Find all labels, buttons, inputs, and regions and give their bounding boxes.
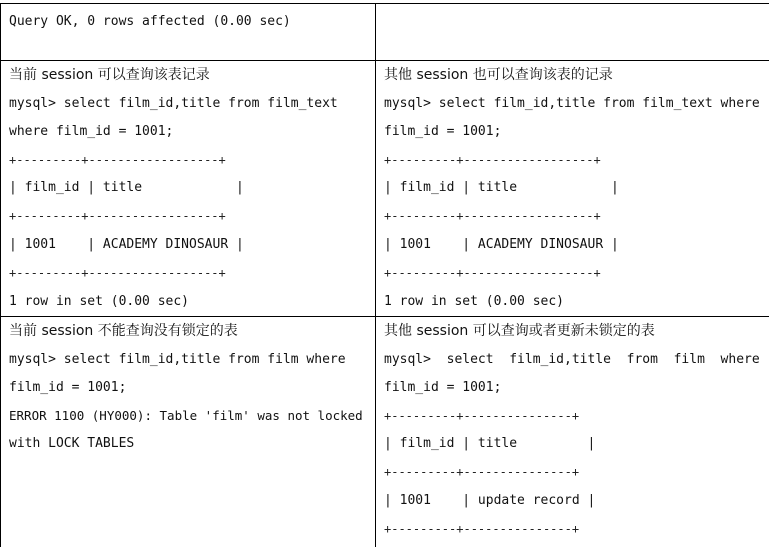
result-table-border: +---------+---------------+ xyxy=(384,409,580,423)
result-table-header: | film_id | title | xyxy=(384,436,596,451)
row-count-line: 1 row in set (0.00 sec) xyxy=(9,294,190,309)
cell-heading: 当前 session 可以查询该表记录 xyxy=(9,67,210,83)
result-cell-left xyxy=(0,3,376,60)
cell-heading: 其他 session 也可以查询该表的记录 xyxy=(384,67,613,83)
sql-statement-line: film_id = 1001; xyxy=(384,380,502,395)
result-table-row: | 1001 | update record | xyxy=(384,493,596,508)
error-message-line: with LOCK TABLES xyxy=(9,436,135,451)
result-table-row: | 1001 | ACADEMY DINOSAUR | xyxy=(384,237,619,252)
cell-heading: 当前 session 不能查询没有锁定的表 xyxy=(9,323,238,339)
sql-statement-line: mysql> select film_id,title from film_text where xyxy=(384,96,760,111)
row-count-line: 1 row in set (0.00 sec) xyxy=(384,294,565,309)
result-table-border: +---------+---------------+ xyxy=(384,465,580,479)
result-table-header: | film_id | title | xyxy=(384,180,619,195)
sql-statement-line: film_id = 1001; xyxy=(9,380,127,395)
sql-statement-line: film_id = 1001; xyxy=(384,124,502,139)
error-message-line: ERROR 1100 (HY000): Table 'film' was not locked xyxy=(9,408,363,423)
empty-cell-right xyxy=(376,3,769,60)
cell-heading: 其他 session 可以查询或者更新未锁定的表 xyxy=(384,323,655,339)
other-session-select-cell xyxy=(376,60,769,316)
current-session-error-cell xyxy=(0,316,376,547)
sql-statement-line: mysql> select film_id,title from film where xyxy=(9,352,346,367)
result-table-border: +---------+------------------+ xyxy=(384,209,601,223)
query-ok-line: Query OK, 0 rows affected (0.00 sec) xyxy=(9,14,291,29)
result-table-border: +---------+------------------+ xyxy=(9,209,226,223)
current-session-select-cell xyxy=(0,60,376,316)
other-session-update-cell xyxy=(376,316,769,547)
result-table-border: +---------+------------------+ xyxy=(384,153,601,167)
result-table-row: | 1001 | ACADEMY DINOSAUR | xyxy=(9,237,244,252)
result-table-border: +---------+------------------+ xyxy=(384,266,601,280)
result-table-border: +---------+------------------+ xyxy=(9,153,226,167)
result-table-header: | film_id | title | xyxy=(9,180,244,195)
result-table-border: +---------+------------------+ xyxy=(9,266,226,280)
result-table-border: +---------+---------------+ xyxy=(384,522,580,536)
sql-statement-line: where film_id = 1001; xyxy=(9,124,174,139)
sql-statement-line: mysql> select film_id,title from film where xyxy=(384,352,760,367)
sql-statement-line: mysql> select film_id,title from film_text xyxy=(9,96,338,111)
